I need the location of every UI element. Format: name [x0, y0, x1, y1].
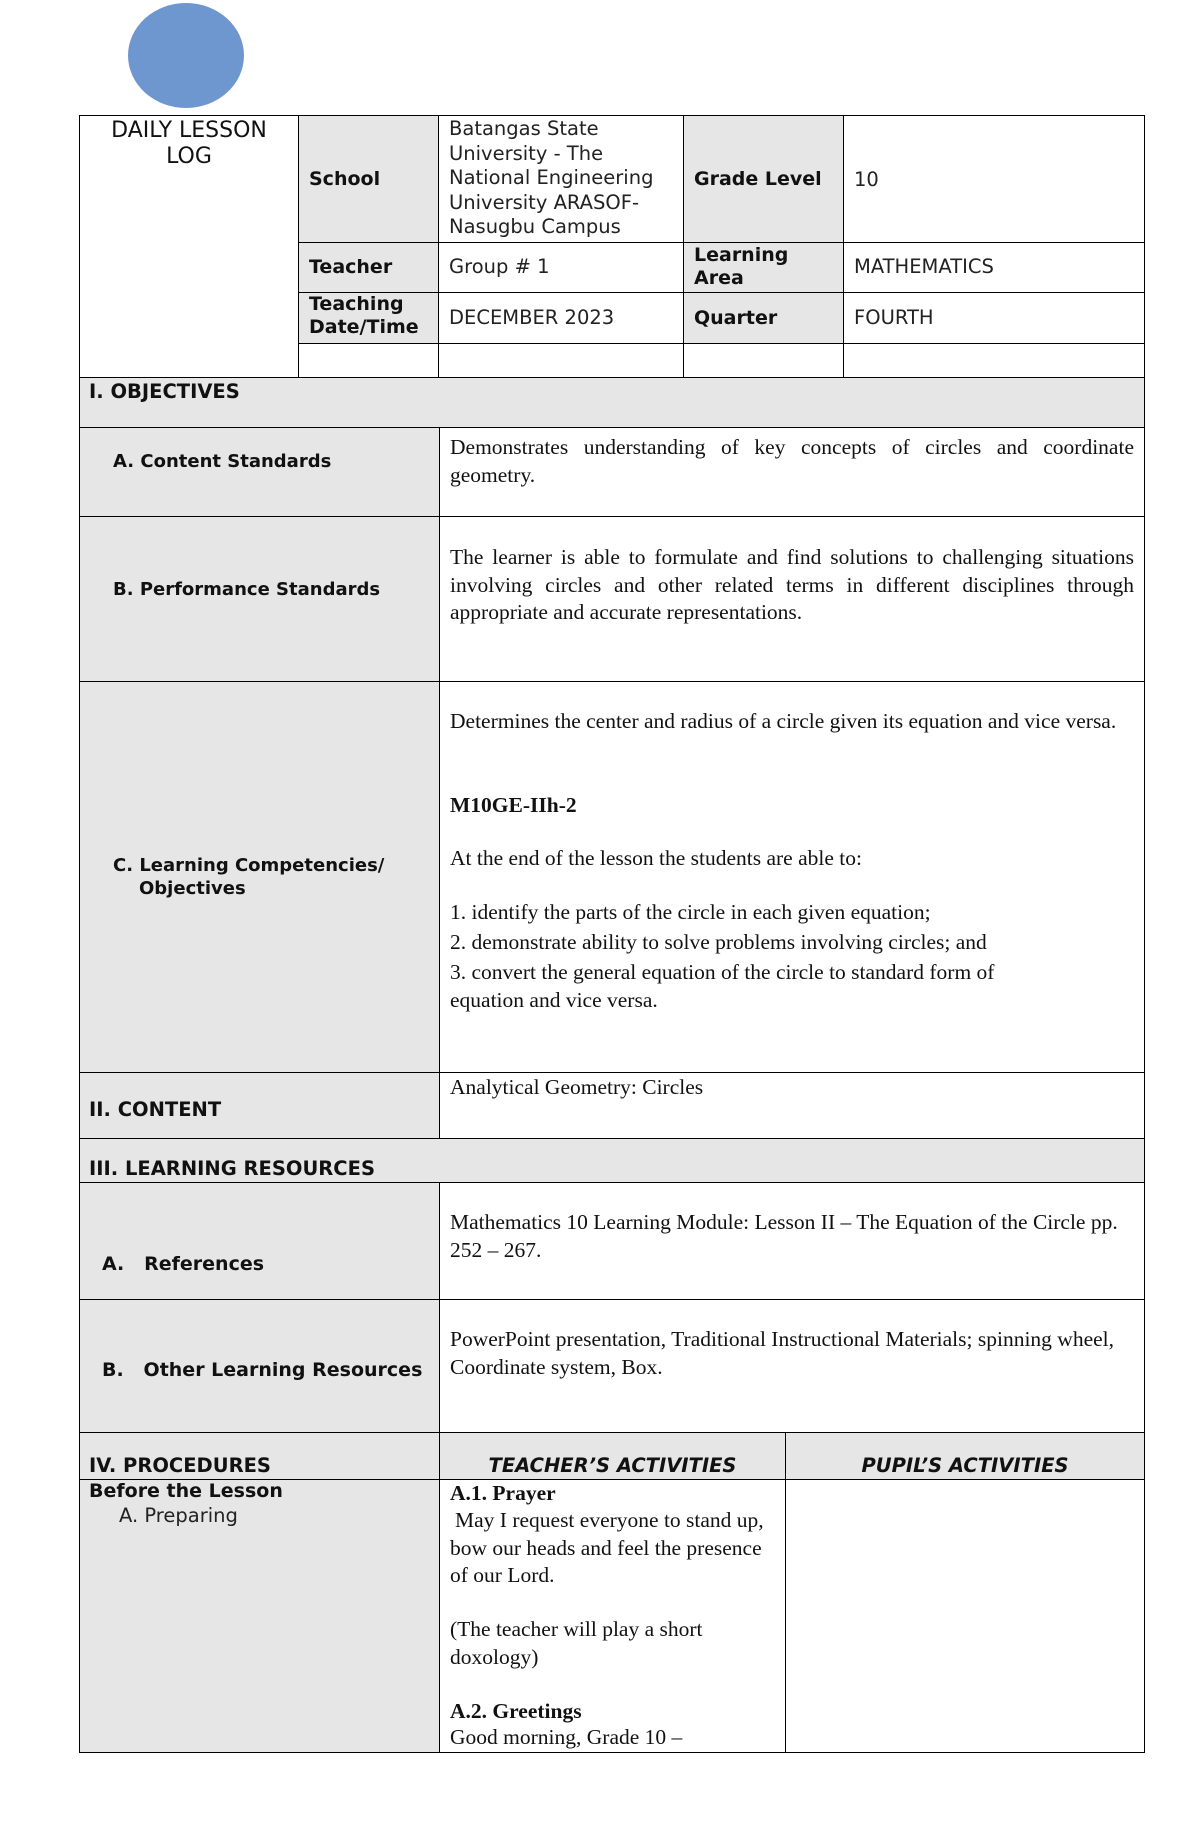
competency-code: M10GE-IIh-2 [450, 793, 577, 817]
quarter-value-cell [843, 292, 1145, 344]
empty-cell [843, 343, 1145, 378]
area-label: Learning Area [694, 244, 789, 289]
content-heading: II. CONTENT [89, 1098, 222, 1121]
teacher-label: Teacher [309, 256, 393, 278]
preparing-label: A. Preparing [119, 1504, 238, 1527]
teacher-activities-cell [439, 1479, 786, 1753]
prayer-text: May I request everyone to stand up, bow our heads and feel the presence of our Lord. [450, 1508, 764, 1587]
greetings-text: Good morning, Grade 10 – [450, 1725, 683, 1749]
teacher-value: Group # 1 [449, 255, 550, 278]
content-standards-text: Demonstrates understanding of key concepts of circles and coordinate geometry. [450, 435, 1134, 487]
area-value-cell [843, 242, 1145, 293]
objectives-heading: I. OBJECTIVES [89, 380, 240, 403]
content-standards-label: A. Content Standards [113, 451, 332, 472]
competencies-label-line1: C. Learning Competencies/ [113, 855, 385, 876]
content-text: Analytical Geometry: Circles [450, 1075, 704, 1099]
performance-standards-text: The learner is able to formulate and find solutions to challenging situations involving circles and other related terms in different disciplines through appropriate and accurate representations. [450, 545, 1134, 624]
quarter-label: Quarter [694, 307, 778, 329]
before-lesson-cell [79, 1479, 440, 1753]
grade-label-cell [683, 115, 844, 243]
procedures-heading: IV. PROCEDURES [89, 1454, 271, 1477]
objective-item: 1. identify the parts of the circle in each given equation; [450, 900, 931, 924]
page-title: DAILY LESSON LOG [111, 118, 267, 169]
pupil-activities-header: PUPIL’S ACTIVITIES [861, 1454, 1069, 1477]
pupil-activities-cell [785, 1479, 1145, 1753]
objective-item: 2. demonstrate ability to solve problems involving circles; and [450, 930, 987, 954]
performance-standards-cell [439, 516, 1145, 682]
performance-standards-label: B. Performance Standards [113, 579, 381, 600]
competencies-cell [439, 681, 1145, 1073]
teacher-activities-header-cell [439, 1432, 786, 1480]
content-heading-cell [79, 1072, 440, 1139]
grade-value: 10 [854, 168, 879, 191]
empty-cell [438, 343, 684, 378]
references-cell [439, 1182, 1145, 1300]
resources-heading: III. LEARNING RESOURCES [89, 1157, 375, 1180]
date-label-cell [298, 292, 439, 344]
school-label: School [309, 168, 381, 190]
other-resources-cell [439, 1299, 1145, 1433]
competency-text: Determines the center and radius of a circle given its equation and vice versa. [450, 709, 1117, 733]
competencies-label-cell [79, 681, 440, 1073]
grade-label: Grade Level [694, 168, 822, 190]
objective-item: 3. convert the general equation of the circle to standard form of equation and vice versa. [450, 960, 995, 1012]
teacher-value-cell [438, 242, 684, 293]
content-standards-cell [439, 427, 1145, 517]
quarter-label-cell [683, 292, 844, 344]
pupil-activities-header-cell [785, 1432, 1145, 1480]
resources-heading-row [79, 1138, 1145, 1183]
teacher-activities-header: TEACHER’S ACTIVITIES [488, 1454, 737, 1477]
references-label-cell [79, 1182, 440, 1300]
prayer-note: (The teacher will play a short doxology) [450, 1617, 703, 1669]
references-text: Mathematics 10 Learning Module: Lesson II – The Equation of the Circle pp. 252 – 267. [450, 1210, 1118, 1262]
area-label-cell [683, 242, 844, 293]
content-cell [439, 1072, 1145, 1139]
prayer-title: A.1. Prayer [450, 1481, 556, 1505]
content-standards-label-cell [79, 427, 440, 517]
procedures-heading-cell [79, 1432, 440, 1480]
empty-cell [298, 343, 439, 378]
objectives-intro: At the end of the lesson the students are able to: [450, 846, 862, 870]
date-value-cell [438, 292, 684, 344]
teacher-label-cell [298, 242, 439, 293]
competencies-label-line2: Objectives [139, 878, 246, 899]
school-value-cell [438, 115, 684, 243]
empty-cell [683, 343, 844, 378]
greetings-title: A.2. Greetings [450, 1699, 582, 1723]
date-value: DECEMBER 2023 [449, 306, 615, 329]
references-label: A. References [102, 1253, 265, 1275]
area-value: MATHEMATICS [854, 255, 994, 278]
other-resources-text: PowerPoint presentation, Traditional Instructional Materials; spinning wheel, Coordinate system, Box. [450, 1327, 1115, 1379]
school-label-cell [298, 115, 439, 243]
objectives-heading-row [79, 377, 1145, 428]
performance-standards-label-cell [79, 516, 440, 682]
title-cell [79, 115, 299, 378]
school-value: Batangas State University - The National Engineering University ARASOF-Nasugbu Campus [449, 117, 654, 238]
other-resources-label: B. Other Learning Resources [102, 1359, 423, 1381]
other-resources-label-cell [79, 1299, 440, 1433]
before-lesson-label: Before the Lesson [89, 1480, 283, 1502]
grade-value-cell [843, 115, 1145, 243]
date-label: Teaching Date/Time [309, 293, 419, 338]
quarter-value: FOURTH [854, 306, 934, 329]
